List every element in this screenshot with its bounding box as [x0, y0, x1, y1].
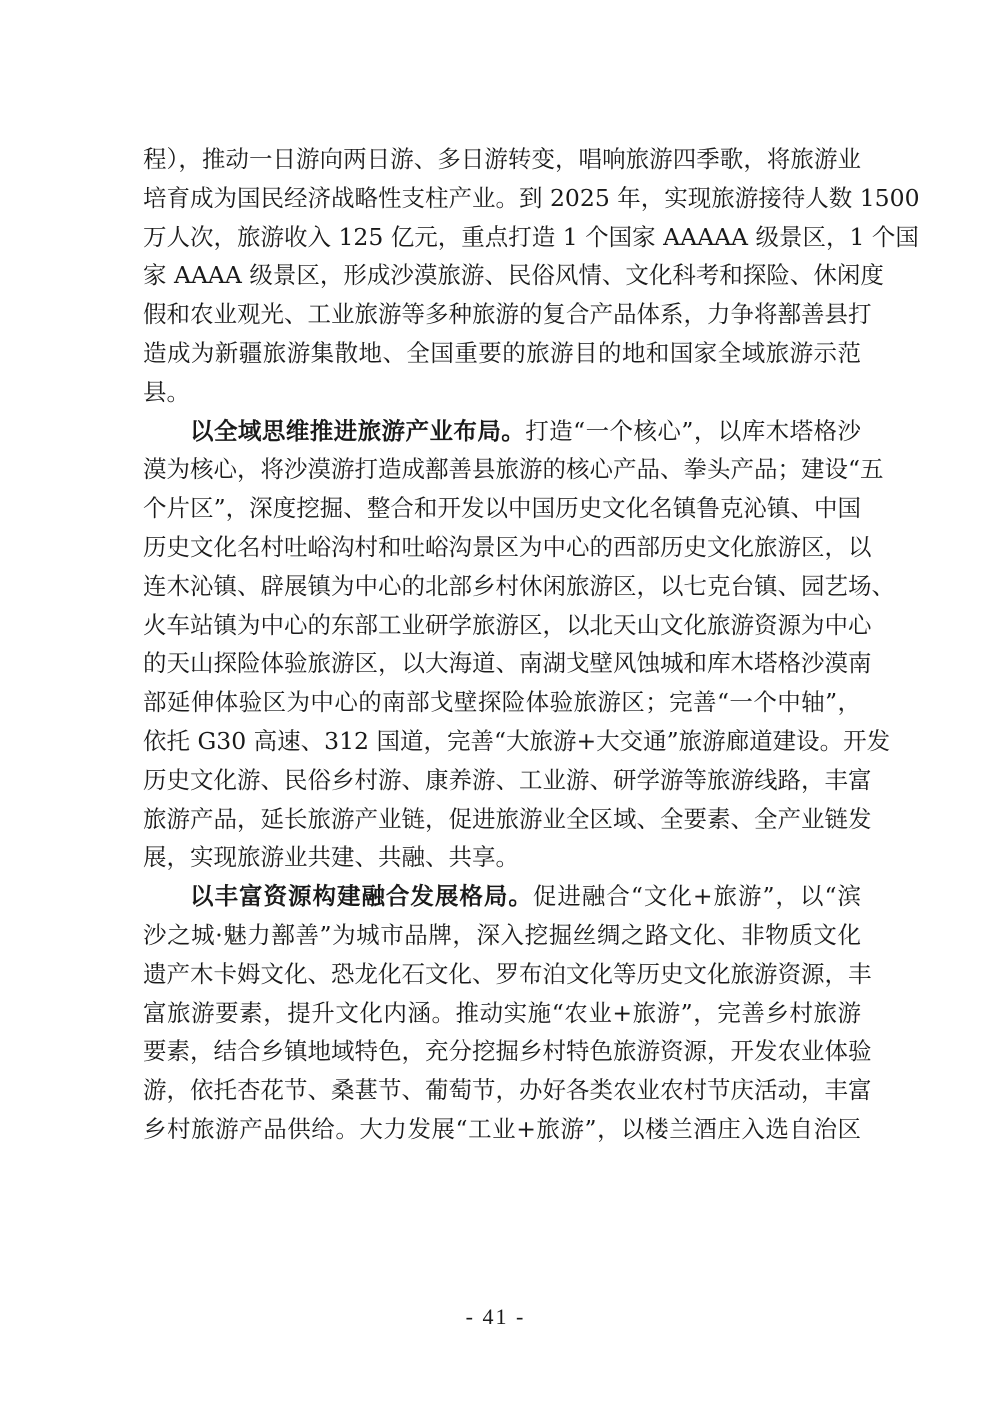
text-line — [143, 412, 861, 451]
body-text — [143, 140, 920, 1149]
text-line: 程），推动一日游向两日游、多日游转变，唱响旅游四季歌，将旅游业 — [143, 145, 861, 173]
text-line: 部延伸体验区为中心的南部戈壁探险体验旅游区；完善“一个中轴”， — [143, 688, 861, 717]
paragraph-tourism-layout — [143, 412, 895, 878]
text-line: 历史文化名村吐峪沟村和吐峪沟景区为中心的西部历史文化旅游区，以 — [143, 532, 872, 561]
text-line: 遗产木卡姆文化、恐龙化石文化、罗布泊文化等历史文化旅游资源，丰 — [143, 959, 872, 988]
text-line: 造成为新疆旅游集散地、全国重要的旅游目的地和国家全域旅游示范 — [143, 338, 861, 367]
text-run: 打造“一个核心”，以库木塔格沙 — [525, 416, 861, 445]
text-line: 沙之城·魅力鄯善”为城市品牌，深入挖掘丝绸之路文化、非物质文化 — [143, 920, 861, 949]
text-line: 乡村旅游产品供给。大力发展“工业+旅游”，以楼兰酒庄入选自治区 — [143, 1114, 861, 1143]
page-number: - 41 - — [465, 1304, 526, 1329]
paragraph-integrated-development — [143, 877, 872, 1149]
text-line: 家 AAAA 级景区，形成沙漠旅游、民俗风情、文化科考和探险、休闲度 — [143, 261, 884, 290]
text-run: 促进融合“文化+旅游”，以“滨 — [532, 882, 862, 911]
text-line: 培育成为国民经济战略性支柱产业。到 2025 年，实现旅游接待人数 1500 — [143, 183, 920, 212]
text-line — [143, 877, 861, 916]
text-line: 游，依托杏花节、桑葚节、葡萄节，办好各类农业农村节庆活动，丰富 — [143, 1076, 872, 1105]
text-line: 县。 — [143, 377, 190, 406]
text-line: 假和农业观光、工业旅游等多种旅游的复合产品体系，力争将鄯善县打 — [143, 300, 872, 329]
text-line: 连木沁镇、辟展镇为中心的北部乡村休闲旅游区，以七克台镇、园艺场、 — [143, 571, 895, 600]
text-line: 万人次，旅游收入 125 亿元，重点打造 1 个国家 AAAAA 级景区，1 个国 — [143, 222, 919, 251]
paragraph-tourism-goals — [143, 140, 920, 412]
text-line: 展，实现旅游业共建、共融、共享。 — [143, 843, 519, 872]
text-line: 火车站镇为中心的东部工业研学旅游区，以北天山文化旅游资源为中心 — [143, 610, 872, 639]
text-line: 历史文化游、民俗乡村游、康养游、工业游、研学游等旅游线路，丰富 — [143, 765, 872, 794]
paragraph-lead-heading: 以丰富资源构建融合发展格局。 — [190, 882, 533, 911]
text-line: 富旅游要素，提升文化内涵。推动实施“农业+旅游”，完善乡村旅游 — [143, 998, 861, 1027]
text-line: 个片区”，深度挖掘、整合和开发以中国历史文化名镇鲁克沁镇、中国 — [143, 494, 861, 523]
text-line: 要素，结合乡镇地域特色，充分挖掘乡村特色旅游资源，开发农业体验 — [143, 1037, 872, 1066]
text-line: 依托 G30 高速、312 国道，完善“大旅游+大交通”旅游廊道建设。开发 — [143, 726, 891, 755]
text-line: 漠为核心，将沙漠游打造成鄯善县旅游的核心产品、拳头产品；建设“五 — [143, 455, 884, 484]
text-line: 的天山探险体验旅游区，以大海道、南湖戈壁风蚀城和库木塔格沙漠南 — [143, 649, 872, 678]
paragraph-lead-heading: 以全域思维推进旅游产业布局。 — [190, 416, 526, 445]
text-line: 旅游产品，延长旅游产业链，促进旅游业全区域、全要素、全产业链发 — [143, 804, 872, 833]
